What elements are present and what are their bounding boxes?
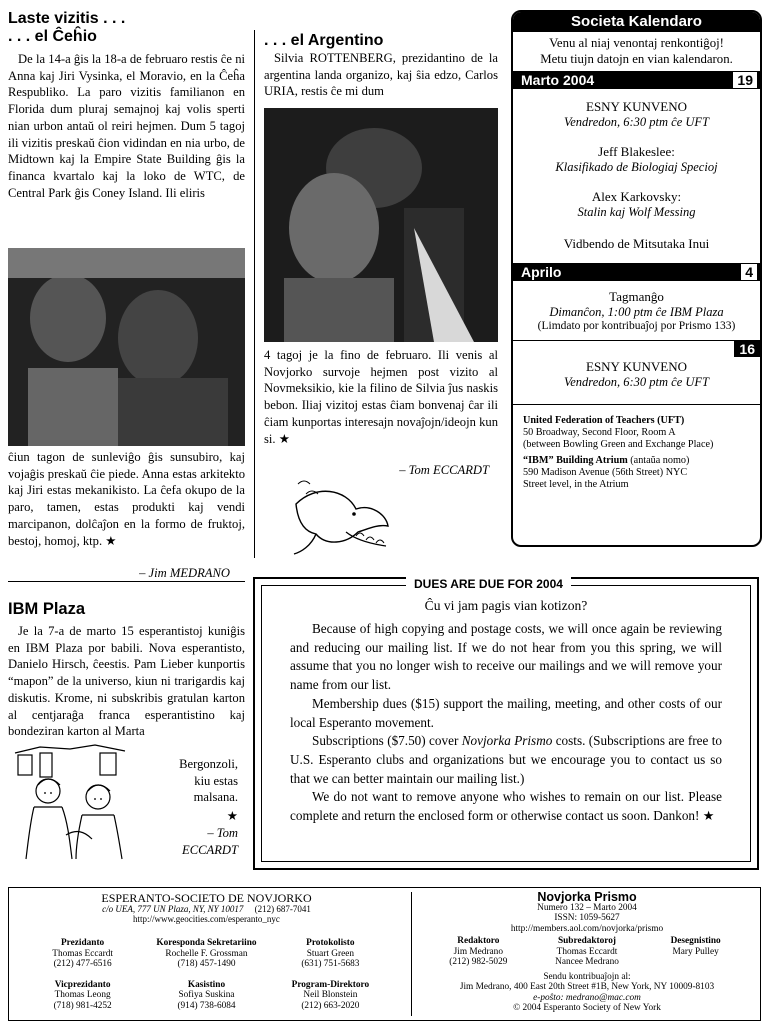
dues-subscriptions: Subscriptions ($7.50) cover Novjorka Prismo costs. (Subscriptions are free to U.S. Esperanto clubs and organizations but we encourage you to contact us so that we can better maintain our mailing list.) — [290, 733, 722, 786]
magazine-website: http://members.aol.com/novjorka/prismo — [510, 923, 664, 934]
dues-subtitle: Ĉu vi jam pagis vian kotizon? — [424, 598, 588, 613]
location-ibm: “IBM” Building Atrium (antaŭa nomo) 590 Madison Avenue (56th Street) NYC Street level, in the Atrium — [523, 455, 690, 490]
society-info — [9, 888, 404, 1020]
signature-jim-medrano: – Jim MEDRANO — [139, 566, 230, 580]
event-inui-video: Vidbendo de Mitsutaka Inui — [563, 236, 710, 251]
staff-name: Thomas Eccardt — [556, 946, 618, 957]
staff-entry — [533, 936, 642, 968]
date-badge-4: 4 — [741, 264, 757, 280]
event-esny-april: ESNY KUNVENO Vendredon, 6:30 ptm ĉe UFT — [564, 359, 709, 389]
staff-entry — [424, 936, 533, 968]
staff-extra: (212) 982-5029 — [449, 957, 508, 967]
article-argentina-body-1: Silvia ROTTENBERG, prezidantino de la argentina landa organizo, kaj ŝia edzo, Carlos URIA, restis ĉe mi dum — [264, 51, 498, 99]
date-badge-19: 19 — [733, 72, 757, 88]
calendar-title: Societa Kalendaro — [513, 12, 760, 32]
officer-entry — [279, 938, 382, 970]
date-row-16 — [513, 340, 760, 359]
photo-argentina-visitors — [264, 108, 498, 342]
dove-illustration — [286, 474, 396, 556]
staff-role: Desegnistino — [670, 936, 721, 946]
officer-role: Koresponda Sekretariino — [156, 938, 257, 948]
staff-extra: Nancee Medrano — [555, 957, 619, 967]
officers-grid — [9, 938, 404, 1011]
officer-phone: (212) 663-2020 — [301, 1000, 360, 1011]
dues-body: Because of high copying and postage costs, we will once again be reviewing and reducing our mailing list. If we do not hear from you this spring, we will assume that you no longer wish to receive our mailings and we will remove your name from our list. Membership dues ($15) support the mailing, meeting, and other costs of our local Esperanto movement. Subscriptions ($7.50) cover Novjorka Prismo costs. (Subscriptions are free to U.S. Esperanto clubs and organizations but we encourage you to contact us so that we can better maintain our mailing list.) We do not want to remove anyone who wishes to remain on our list. Please complete and return the enclosed form or otherwise contact us soon. Dankon! ★ — [290, 621, 722, 824]
month-header-march: Marto 2004 19 — [513, 71, 760, 89]
officer-name: Sofiya Suskina — [178, 990, 235, 1000]
calendar-intro: Venu al niaj venontaj renkontiĝoj! Metu tiujn datojn en vian kalendaron. — [540, 36, 733, 66]
officer-name: Neil Blonstein — [303, 990, 358, 1000]
event-lunch: Tagmanĝo Dimanĉon, 1:00 ptm ĉe IBM Plaza (Limdato por kontribuaĵoj por Prismo 133) — [537, 289, 736, 332]
staff-role: Subredaktoroj — [557, 936, 617, 946]
section-divider-ibm — [8, 581, 245, 582]
officer-name: Thomas Eccardt — [52, 948, 113, 959]
event-karkovsky: Alex Karkovsky: Stalin kaj Wolf Messing — [577, 189, 696, 219]
photo-argentina-visitors-image — [264, 108, 498, 342]
officer-entry — [279, 980, 382, 1012]
officer-entry — [134, 938, 279, 970]
magazine-issue: Numero 132 – Marto 2004 — [537, 902, 637, 913]
month-header-april: Aprilo 4 — [513, 263, 760, 281]
event-blakeslee: Jeff Blakeslee: Klasifikado de Biologiaj Specioj — [555, 144, 718, 174]
dues-title: DUES ARE DUE FOR 2004 — [406, 577, 571, 591]
magazine-info — [414, 888, 760, 1020]
article-title-argentina: . . . el Argentino — [264, 32, 384, 49]
magazine-issn: ISSN: 1059-5627 — [554, 913, 620, 923]
footer-divider — [411, 892, 412, 1016]
article-title-czech-line2: . . . el Ĉeĥio — [8, 28, 97, 45]
locations — [513, 404, 760, 491]
officer-phone: (718) 981-4252 — [53, 1000, 112, 1011]
article-czech-body-1: De la 14-a ĝis la 18-a de februaro restis ĉe ni Anna kaj Jiri Vysinka, el Moravio, en la Ĉeĥa Respubliko. La paro vizitis familianon en Florida dum pluraj semajnoj kaj volis sperti nian urbon antaŭ ol reiri hejmen. Dum 5 tagoj ili vizitis preskaŭ ĉion vidindan en nia urbo, de Midtown kaj la Empire State Building ĝis la financa kvartalo kaj la loko de WTC, de Central Park ĝis Coney Island. Ili eliris — [8, 52, 245, 200]
officer-entry — [31, 980, 134, 1012]
dues-notice-box — [253, 577, 759, 870]
officer-entry — [31, 938, 134, 970]
officer-entry — [134, 980, 279, 1012]
society-calendar — [511, 10, 762, 547]
article-czech-body-2: ĉiun tagon de sunleviĝo ĝis sunsubiro, kaj vojaĝis preskaŭ ĉie piede. Anna estas arkitekto kaj Jiri estas mekanikisto. La ĉefa okupo de la paro, tamen, estas produkti kaj vendi marcipanon, dolĉaĵon en la formo de fruktoj, bestoj, homoj, ktp. ★ — [8, 450, 245, 548]
society-website: http://www.geocities.com/esperanto_nyc — [133, 914, 280, 924]
staff-role: Redaktoro — [457, 936, 500, 946]
officer-name: Stuart Green — [306, 948, 354, 959]
column-divider — [254, 30, 255, 558]
people-sketch-illustration — [10, 743, 132, 861]
article-title-ibm: IBM Plaza — [8, 600, 86, 618]
footer-masthead — [8, 887, 761, 1021]
article-title-czech-line1: Laste vizitis . . . — [8, 10, 126, 27]
officer-role: Program-Direktoro — [291, 979, 370, 990]
article-ibm-tail: Bergonzoli, kiu estas malsana. ★ – Tom ECCARDT — [179, 757, 238, 857]
officer-phone: (212) 477-6516 — [53, 959, 112, 969]
event-esny-march: ESNY KUNVENO Vendredon, 6:30 ptm ĉe UFT — [564, 99, 709, 129]
article-ibm-body: Je la 7-a de marto 15 esperantistoj kuniĝis en IBM Plaza por babili. Nova esperantisto, Danielo Hirsch, ĉeestis. Pam Lieber kunportis “mapon” de la universo, kiun ni trarigardis kaj diskutis. Krome, ni subskribis gratulan karton al centjaraĝa franca esperantistino kaj bondeziran karton al Marta — [8, 624, 245, 739]
send-contributions: Sendu kontribuaĵojn al: Jim Medrano, 400 East 20th Street #1B, New York, NY 10009-8103 e-poŝto: medrano@mac.com © 2004 Esperanto Society of New York — [459, 971, 715, 1013]
society-name: ESPERANTO-SOCIETO DE NOVJORKO — [101, 891, 312, 905]
photo-czech-visitors-image — [8, 248, 245, 446]
officer-role: Vicprezidanto — [54, 979, 111, 990]
signature-tom-eccardt: – Tom ECCARDT — [399, 463, 489, 477]
photo-czech-visitors — [8, 248, 245, 446]
location-uft: United Federation of Teachers (UFT) 50 Broadway, Second Floor, Room A (between Bowling Green and Exchange Place) — [523, 415, 714, 450]
article-argentina-body-2: 4 tagoj je la fino de februaro. Ili venis al Novjorko survoje hejmen post vizito al Novmeksikio, kie la filino de Silvia ĵus naskis bebon. Iliaj vizitoj estas ĉiam bonvenaj ĉar ili ĉiam kunportas interesajn novaĵojn/ideojn kun si. ★ — [264, 348, 498, 446]
officer-role: Protokolisto — [306, 938, 355, 948]
officer-name: Thomas Leong — [54, 990, 111, 1000]
officer-phone: (631) 751-5683 — [301, 959, 360, 969]
date-badge-16: 16 — [734, 341, 760, 357]
staff-name: Jim Medrano — [453, 946, 503, 957]
society-address: c/o UEA, 777 UN Plaza, NY, NY 10017 (212) 687-7041 — [102, 903, 311, 914]
staff-entry — [641, 936, 750, 968]
officer-phone: (718) 457-1490 — [177, 959, 236, 969]
officer-name: Rochelle F. Grossman — [165, 948, 248, 959]
dues-notice-inner-frame — [261, 577, 751, 862]
officer-role: Kasistino — [187, 979, 226, 990]
staff-name: Mary Pulley — [672, 946, 719, 957]
officer-phone: (914) 738-6084 — [177, 1000, 236, 1011]
magazine-title: Novjorka Prismo — [537, 890, 637, 904]
officer-role: Prezidanto — [61, 938, 105, 948]
